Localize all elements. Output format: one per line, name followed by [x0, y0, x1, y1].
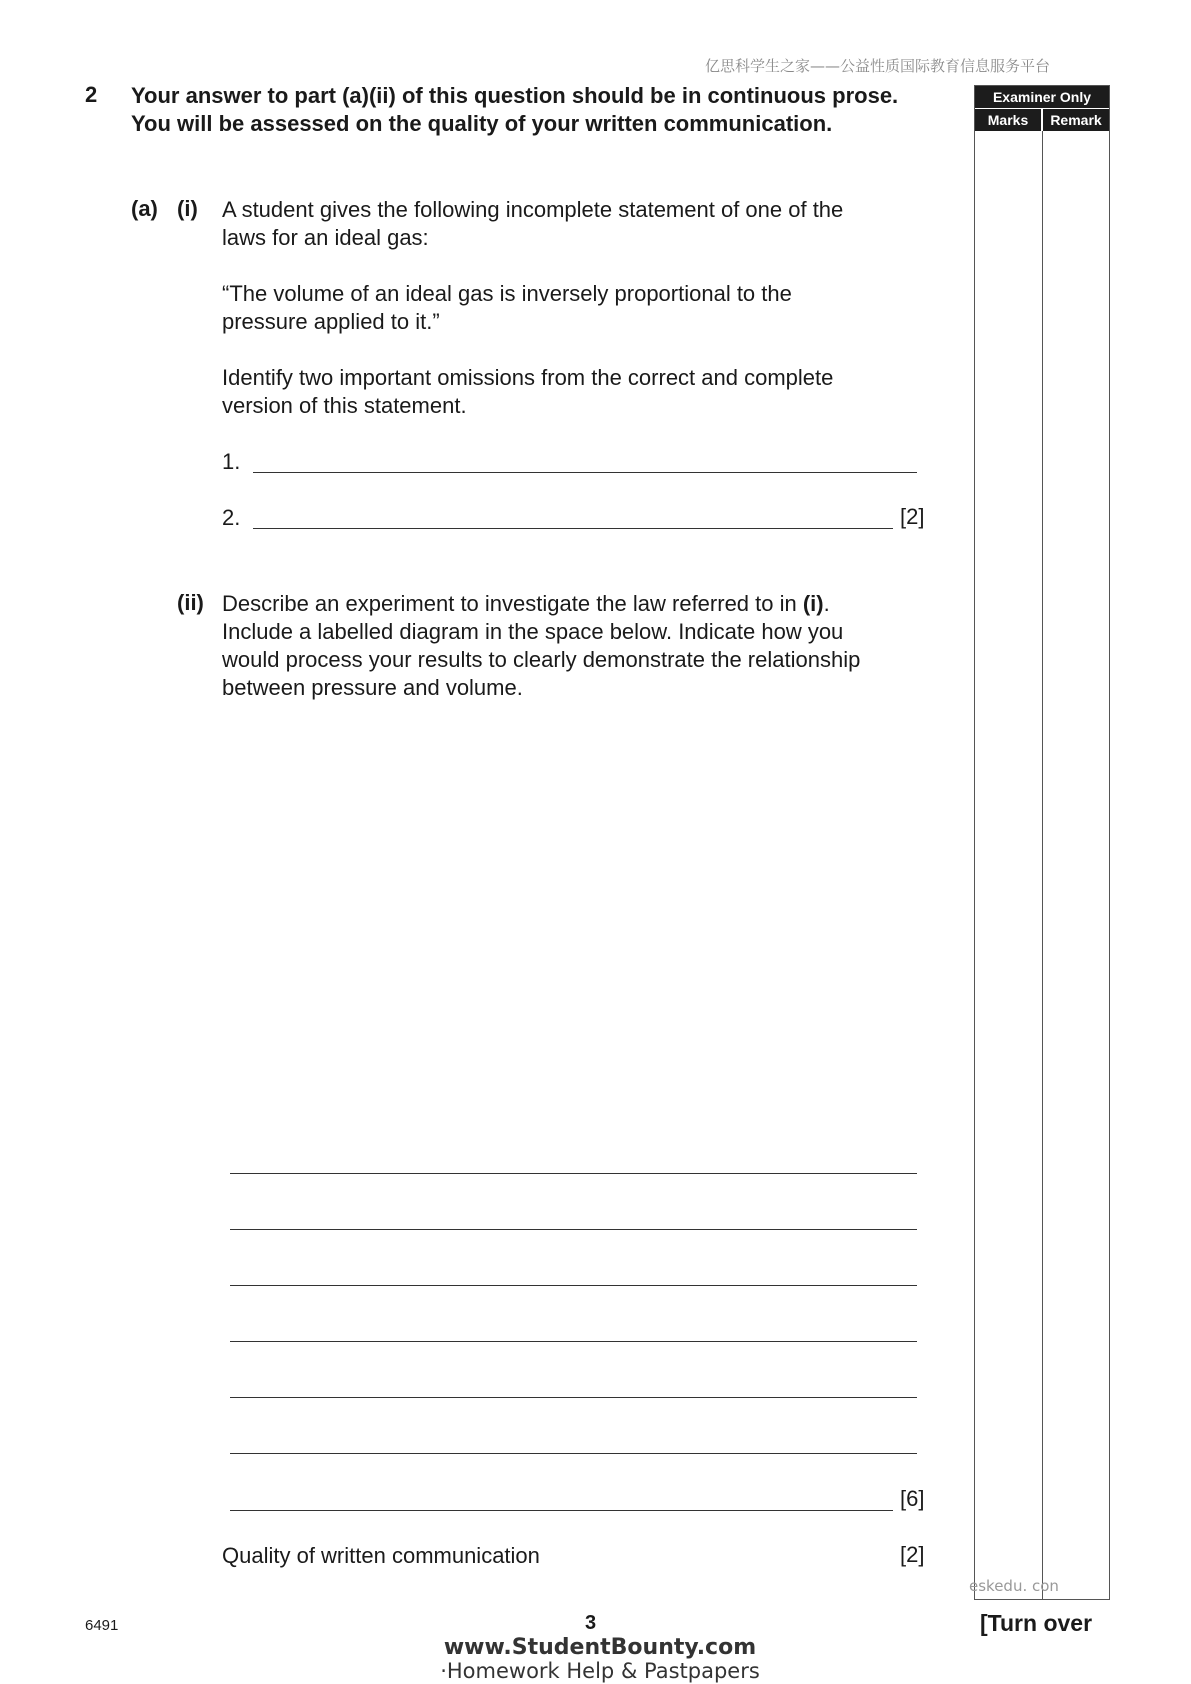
part-ii-label: (ii) — [177, 590, 204, 615]
header-watermark: 亿思科学生之家——公益性质国际教育信息服务平台 — [704, 57, 1050, 75]
instruction-line-1: Identify two important omissions from the correct and complete — [222, 365, 834, 390]
examiner-title: Examiner Only — [975, 86, 1109, 108]
writing-line[interactable] — [230, 1397, 917, 1398]
writing-line[interactable] — [230, 1173, 917, 1174]
examiner-column — [974, 85, 1110, 1600]
quote-line-1: “The volume of an ideal gas is inversely proportional to the — [222, 281, 792, 306]
part-i-line-2: laws for an ideal gas: — [222, 225, 429, 250]
question-number: 2 — [85, 82, 98, 107]
answer-line-1[interactable] — [253, 472, 917, 473]
turn-over-label: [Turn over — [980, 1610, 1093, 1636]
part-i-line-1: A student gives the following incomplete statement of one of the — [222, 197, 844, 222]
studentbounty-logo — [430, 1636, 770, 1682]
qwc-label: Quality of written communication — [222, 1543, 540, 1568]
examiner-remark-header: Remark — [1043, 109, 1109, 131]
part-i-marks: [2] — [900, 504, 925, 529]
instruction-line-2: version of this statement. — [222, 393, 467, 418]
paper-code: 6491 — [85, 1617, 119, 1634]
answer-item-2-label: 2. — [222, 505, 241, 530]
part-ii-marks: [6] — [900, 1486, 925, 1511]
writing-line[interactable] — [230, 1453, 917, 1454]
part-ii-line-1: Describe an experiment to investigate the law referred to in (i). — [222, 591, 830, 616]
writing-line[interactable] — [230, 1229, 917, 1230]
writing-line[interactable] — [230, 1510, 893, 1511]
examiner-column-divider — [1042, 131, 1043, 1600]
part-ii-line-4: between pressure and volume. — [222, 675, 523, 700]
page-number: 3 — [585, 1612, 597, 1634]
part-ii-line-2: Include a labelled diagram in the space below. Indicate how you — [222, 619, 844, 644]
part-ii-line-3: would process your results to clearly demonstrate the relationship — [222, 647, 861, 672]
qwc-marks: [2] — [900, 1542, 925, 1567]
answer-line-2[interactable] — [253, 528, 893, 529]
examiner-faint-text: eskedu. con — [969, 1577, 1059, 1595]
quote-line-2: pressure applied to it.” — [222, 309, 440, 334]
logo-site: www.StudentBounty.com — [443, 1635, 757, 1660]
part-ii-reference: (i) — [802, 591, 824, 616]
writing-line[interactable] — [230, 1285, 917, 1286]
question-intro: Your answer to part (a)(ii) of this question should be in continuous prose. You will be assessed on the quality of your written communication. — [131, 83, 899, 136]
writing-line[interactable] — [230, 1341, 917, 1342]
part-i-label: (i) — [177, 196, 198, 221]
answer-item-1-label: 1. — [222, 449, 241, 474]
logo-tagline: ·Homework Help & Pastpapers — [440, 1659, 760, 1683]
part-a-label: (a) — [131, 196, 158, 221]
examiner-marks-header: Marks — [975, 109, 1041, 131]
